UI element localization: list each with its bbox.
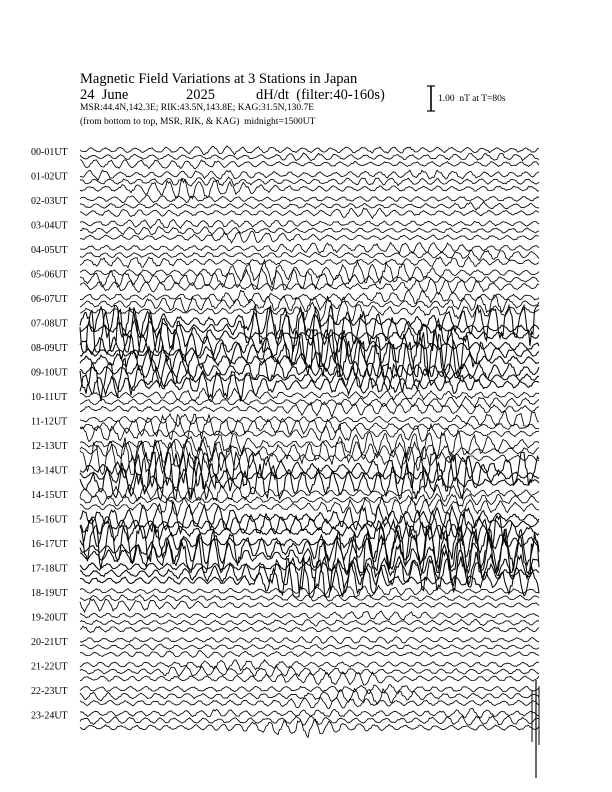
hour-label-05-06UT: 05-06UT (31, 269, 68, 281)
trace-RIK (80, 396, 539, 407)
trace-KAG (80, 660, 539, 671)
row-23-24UT (80, 709, 539, 738)
hour-label-17-18UT: 17-18UT (31, 563, 68, 575)
quantity-label: dH/dt (filter:40-160s) (256, 87, 385, 103)
trace-KAG (80, 195, 539, 203)
row-03-04UT (80, 219, 539, 243)
trace-MSR (80, 599, 539, 612)
row-10-11UT (80, 388, 539, 417)
hour-label-09-10UT: 09-10UT (31, 367, 68, 379)
trace-MSR (80, 208, 539, 218)
trace-KAG (80, 219, 539, 228)
trace-KAG (80, 636, 539, 643)
hour-label-10-11UT: 10-11UT (31, 392, 68, 403)
trace-MSR (80, 650, 539, 657)
hour-label-23-24UT: 23-24UT (31, 710, 68, 722)
trace-MSR (80, 672, 539, 685)
row-19-20UT (80, 611, 539, 632)
row-21-22UT (80, 660, 539, 685)
hour-label-16-17UT: 16-17UT (31, 539, 68, 550)
trace-RIK (80, 716, 539, 725)
hour-label-12-13UT: 12-13UT (31, 441, 68, 452)
hour-label-00-01UT: 00-01UT (31, 147, 68, 158)
hour-label-08-09UT: 08-09UT (31, 343, 68, 354)
stations-label: MSR:44.4N,142.3E; RIK:43.5N,143.8E; KAG:31.5N,130.7E (80, 103, 315, 113)
row-01-02UT (80, 170, 539, 199)
trace-MSR (80, 424, 539, 442)
row-20-21UT (80, 636, 539, 657)
trace-RIK (80, 202, 539, 210)
hour-label-03-04UT: 03-04UT (31, 220, 68, 232)
chart-title: Magnetic Field Variations at 3 Stations in Japan (80, 71, 358, 87)
trace-MSR (80, 257, 539, 268)
trace-RIK (80, 644, 539, 650)
row-22-23UT (80, 685, 539, 709)
trace-KAG (80, 170, 539, 180)
trace-RIK (80, 177, 539, 186)
hour-label-06-07UT: 06-07UT (31, 294, 68, 305)
hour-label-01-02UT: 01-02UT (31, 171, 68, 183)
trace-MSR (80, 160, 539, 169)
trace-KAG (80, 260, 539, 285)
hour-label-07-08UT: 07-08UT (31, 318, 68, 330)
trace-KAG (80, 709, 539, 718)
row-07-08UT (80, 306, 539, 353)
hour-label-22-23UT: 22-23UT (31, 686, 68, 697)
trace-MSR (80, 697, 539, 708)
trace-RIK (80, 595, 539, 602)
trace-RIK (80, 153, 539, 161)
trace-MSR (80, 279, 539, 295)
trace-MSR (80, 626, 539, 633)
trace-RIK (80, 268, 539, 291)
hour-label-15-16UT: 15-16UT (31, 514, 68, 526)
trace-MSR (80, 402, 539, 417)
trace-KAG (80, 611, 539, 620)
trace-RIK (80, 619, 539, 626)
row-09-10UT (80, 356, 539, 401)
hour-label-02-03UT: 02-03UT (31, 196, 68, 207)
trace-RIK (80, 227, 539, 235)
hour-label-20-21UT: 20-21UT (31, 637, 68, 648)
date-year: 2025 (186, 87, 215, 103)
row-05-06UT (80, 260, 539, 294)
hour-label-21-22UT: 21-22UT (31, 661, 68, 673)
hour-label-18-19UT: 18-19UT (31, 588, 68, 599)
hour-label-19-20UT: 19-20UT (31, 612, 68, 624)
hour-label-14-15UT: 14-15UT (31, 490, 68, 501)
row-02-03UT (80, 195, 539, 218)
date-day: 24 June (80, 87, 129, 103)
row-18-19UT (80, 586, 539, 613)
trace-MSR (80, 719, 539, 737)
hour-label-04-05UT: 04-05UT (31, 245, 68, 256)
row-00-01UT (80, 146, 539, 169)
trace-KAG (80, 685, 539, 694)
order-note: (from bottom to top, MSR, RIK, & KAG) midnight=1500UT (80, 117, 316, 127)
scale-label: 1.00 nT at T=80s (438, 94, 506, 104)
row-04-05UT (80, 243, 539, 268)
row-11-12UT (80, 411, 539, 442)
hour-label-13-14UT: 13-14UT (31, 465, 68, 477)
scale-bar (427, 86, 435, 111)
hour-label-11-12UT: 11-12UT (31, 416, 68, 428)
trace-KAG (80, 356, 539, 387)
trace-MSR (80, 231, 539, 243)
